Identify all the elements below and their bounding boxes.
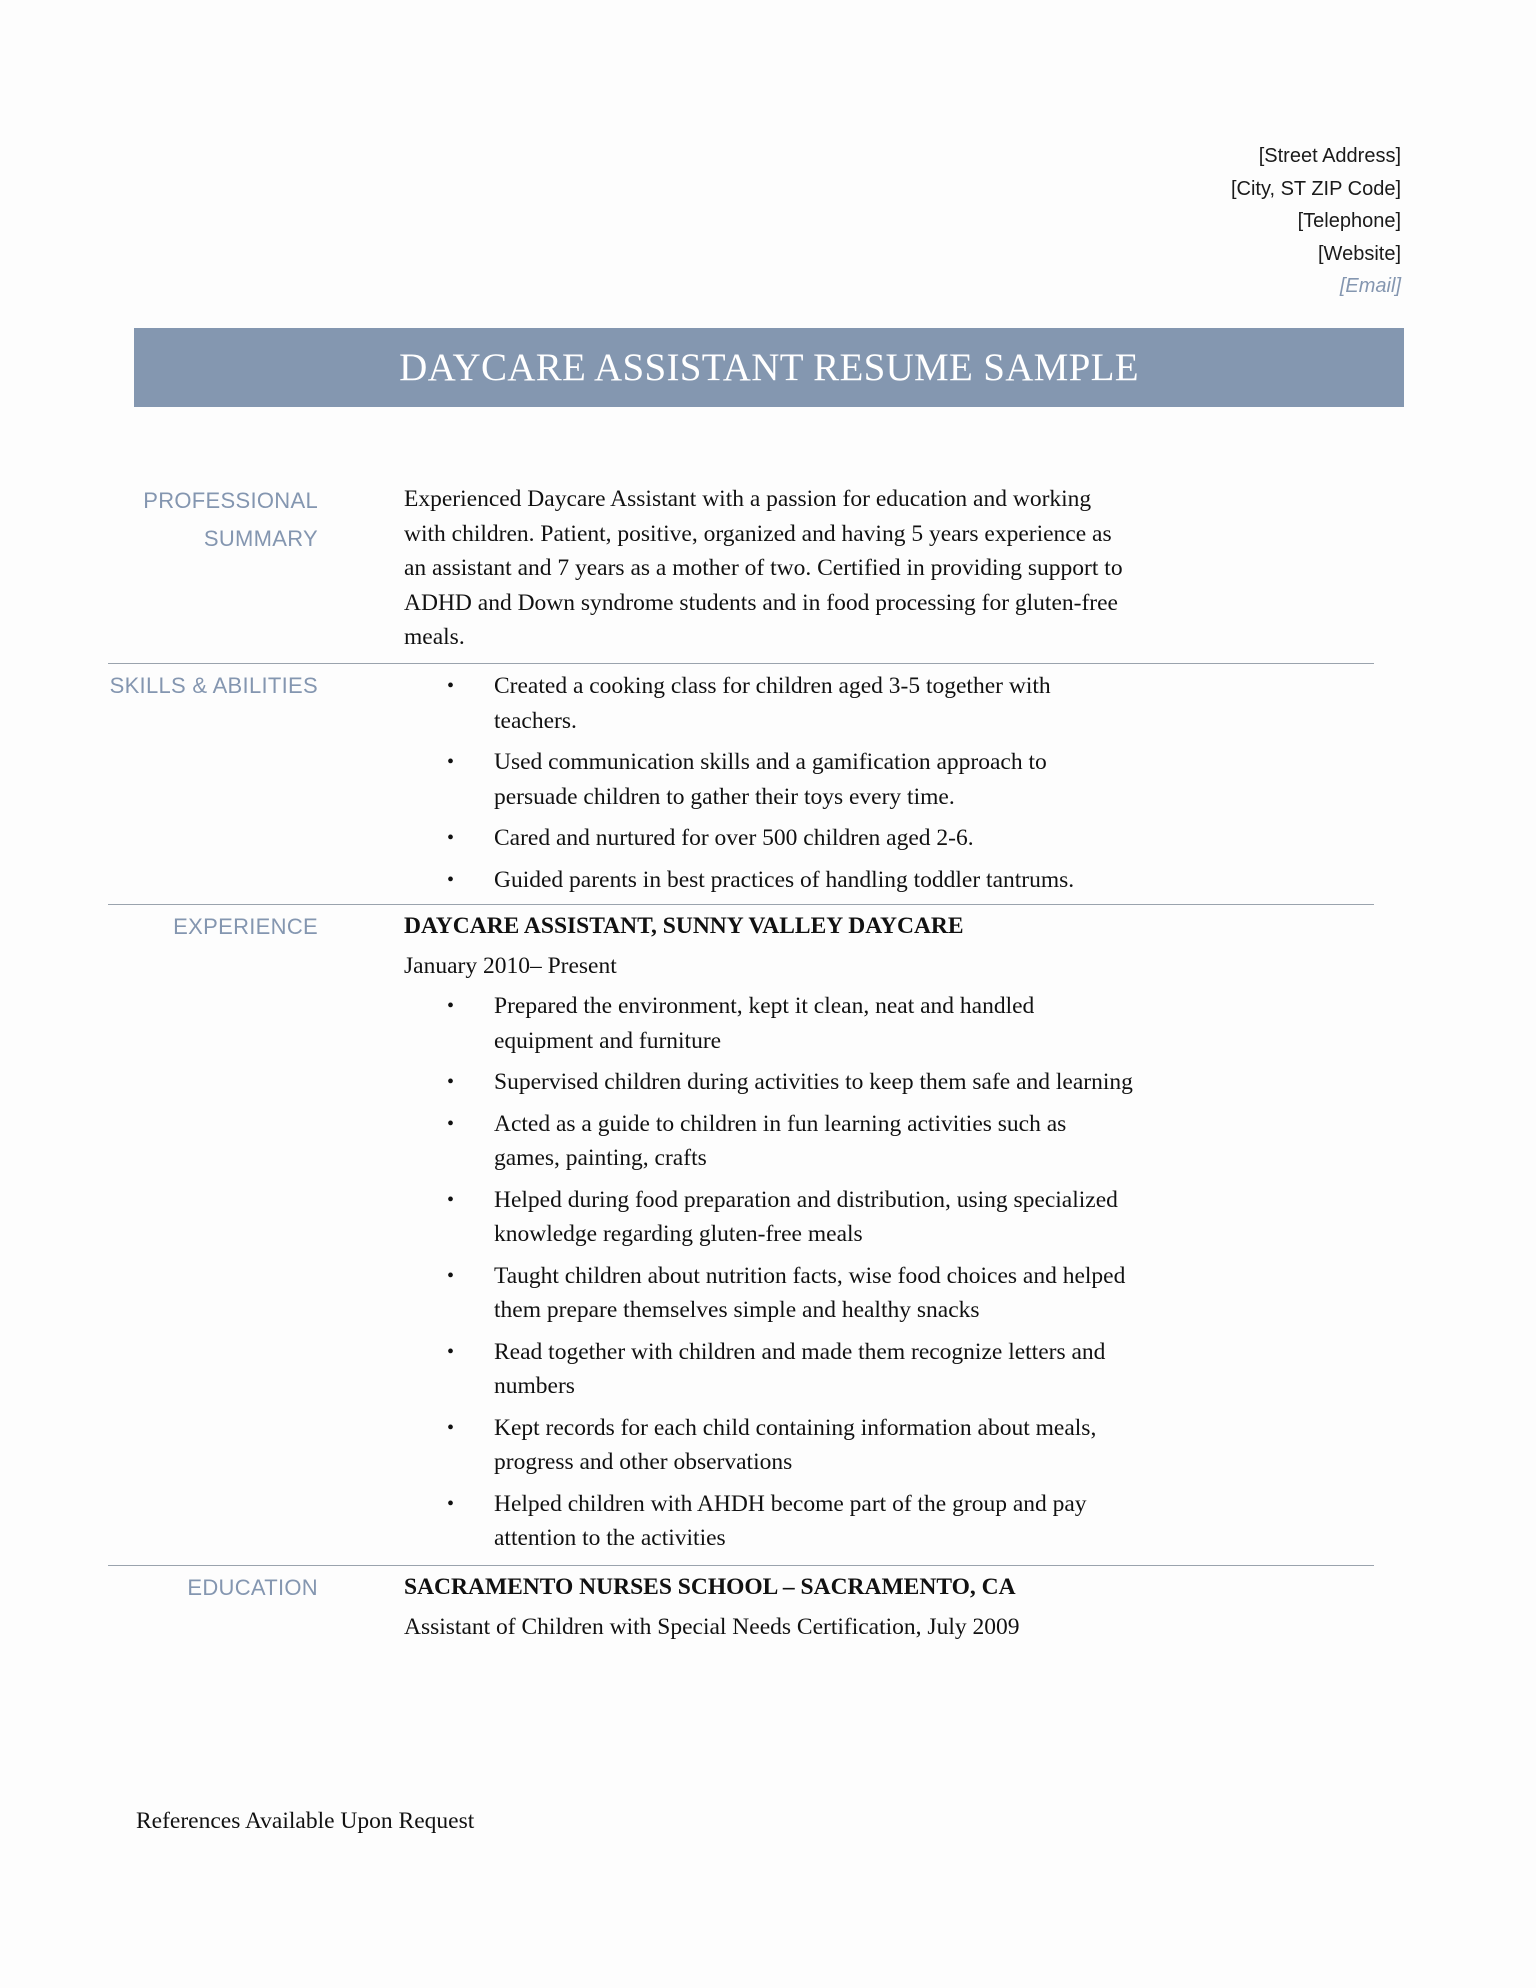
- list-item-line: Read together with children and made them recognize letters and: [494, 1338, 1106, 1365]
- bullet-icon: •: [447, 827, 455, 849]
- email: [Email]: [1339, 275, 1401, 297]
- list-item-line: persuade children to gather their toys every time.: [494, 783, 955, 810]
- summary-line: Experienced Daycare Assistant with a passion for education and working: [404, 486, 1092, 512]
- summary-label-line1: PROFESSIONAL: [143, 488, 318, 513]
- bullet-icon: •: [447, 751, 455, 773]
- summary-line: with children. Patient, positive, organized and having 5 years experience as: [404, 520, 1112, 547]
- list-item: [404, 1411, 1184, 1480]
- bullet-icon: •: [447, 1416, 455, 1439]
- divider: [108, 1565, 1374, 1566]
- list-item: [404, 1065, 1184, 1100]
- list-item: [404, 863, 1184, 898]
- bullet-icon: •: [447, 1112, 455, 1135]
- bullet-icon: •: [447, 995, 455, 1017]
- city-state-zip: [City, ST ZIP Code]: [1230, 177, 1401, 200]
- references-note: References Available Upon Request: [136, 1808, 475, 1834]
- job-dates: January 2010– Present: [404, 953, 617, 979]
- resume-title: DAYCARE ASSISTANT RESUME SAMPLE: [134, 328, 1404, 407]
- list-item-line: teachers.: [494, 707, 577, 734]
- bullet-icon: •: [447, 1340, 455, 1363]
- summary-line: meals.: [404, 624, 465, 650]
- street-address: [Street Address]: [1258, 145, 1401, 167]
- list-item-line: Cared and nurtured for over 500 children aged 2-6.: [494, 825, 974, 851]
- section-label-education: EDUCATION: [187, 1575, 318, 1600]
- list-item-line: Supervised children during activities to keep them safe and learning: [494, 1069, 1133, 1095]
- section-label-summary: [143, 482, 318, 558]
- list-item-line: equipment and furniture: [494, 1027, 722, 1054]
- list-item-line: Acted as a guide to children in fun learning activities such as: [494, 1110, 1067, 1137]
- list-item-line: progress and other observations: [494, 1449, 793, 1475]
- list-item-line: knowledge regarding gluten-free meals: [494, 1221, 863, 1247]
- list-item-line: Created a cooking class for children aged 3-5 together with: [494, 673, 1051, 699]
- list-item: [404, 989, 1184, 1058]
- list-item: [404, 1259, 1184, 1328]
- list-item: [404, 1183, 1184, 1252]
- skills-list: [404, 669, 1184, 897]
- list-item-line: Guided parents in best practices of handling toddler tantrums.: [494, 866, 1075, 893]
- bullet-icon: •: [447, 1188, 455, 1211]
- telephone: [Telephone]: [1297, 210, 1401, 232]
- experience-content: [404, 909, 1184, 1563]
- bullet-icon: •: [447, 868, 455, 891]
- bullet-icon: •: [447, 675, 455, 697]
- list-item-line: Helped children with AHDH become part of the group and pay: [494, 1490, 1087, 1517]
- list-item-line: numbers: [494, 1373, 575, 1399]
- list-item-line: Helped during food preparation and distribution, using specialized: [494, 1186, 1118, 1213]
- list-item: [404, 1107, 1184, 1176]
- bullet-icon: •: [447, 1264, 455, 1287]
- list-item: [404, 1487, 1184, 1556]
- contact-block: [1231, 140, 1401, 303]
- list-item-line: games, painting, crafts: [494, 1145, 707, 1171]
- website: [Website]: [1318, 242, 1401, 265]
- list-item: [404, 821, 1184, 856]
- list-item-line: Taught children about nutrition facts, wise food choices and helped: [494, 1262, 1126, 1289]
- education-content: [404, 1570, 1184, 1650]
- education-detail: Assistant of Children with Special Needs Certification, July 2009: [404, 1614, 1020, 1640]
- section-label-experience: EXPERIENCE: [173, 914, 318, 939]
- skills-content: [404, 669, 1184, 904]
- experience-list: [404, 989, 1184, 1556]
- summary-line: an assistant and 7 years as a mother of two. Certified in providing support to: [404, 555, 1123, 581]
- list-item-line: Used communication skills and a gamification approach to: [494, 749, 1047, 775]
- summary-line: ADHD and Down syndrome students and in food processing for gluten-free: [404, 589, 1118, 616]
- list-item-line: them prepare themselves simple and healthy snacks: [494, 1297, 980, 1323]
- bullet-icon: •: [447, 1071, 455, 1093]
- summary-text: [404, 482, 1184, 655]
- summary-label-line2: SUMMARY: [203, 526, 318, 551]
- list-item: [404, 1335, 1184, 1404]
- school-name: SACRAMENTO NURSES SCHOOL – SACRAMENTO, CA: [404, 1574, 1016, 1600]
- list-item-line: attention to the activities: [494, 1525, 726, 1551]
- list-item-line: Kept records for each child containing information about meals,: [494, 1414, 1097, 1441]
- list-item-line: Prepared the environment, kept it clean, neat and handled: [494, 993, 1035, 1019]
- section-label-skills: SKILLS & ABILITIES: [109, 673, 318, 698]
- list-item: [404, 745, 1184, 814]
- bullet-icon: •: [447, 1492, 455, 1515]
- list-item: [404, 669, 1184, 738]
- job-title: DAYCARE ASSISTANT, SUNNY VALLEY DAYCARE: [404, 913, 964, 939]
- divider: [108, 663, 1374, 664]
- divider: [108, 904, 1374, 905]
